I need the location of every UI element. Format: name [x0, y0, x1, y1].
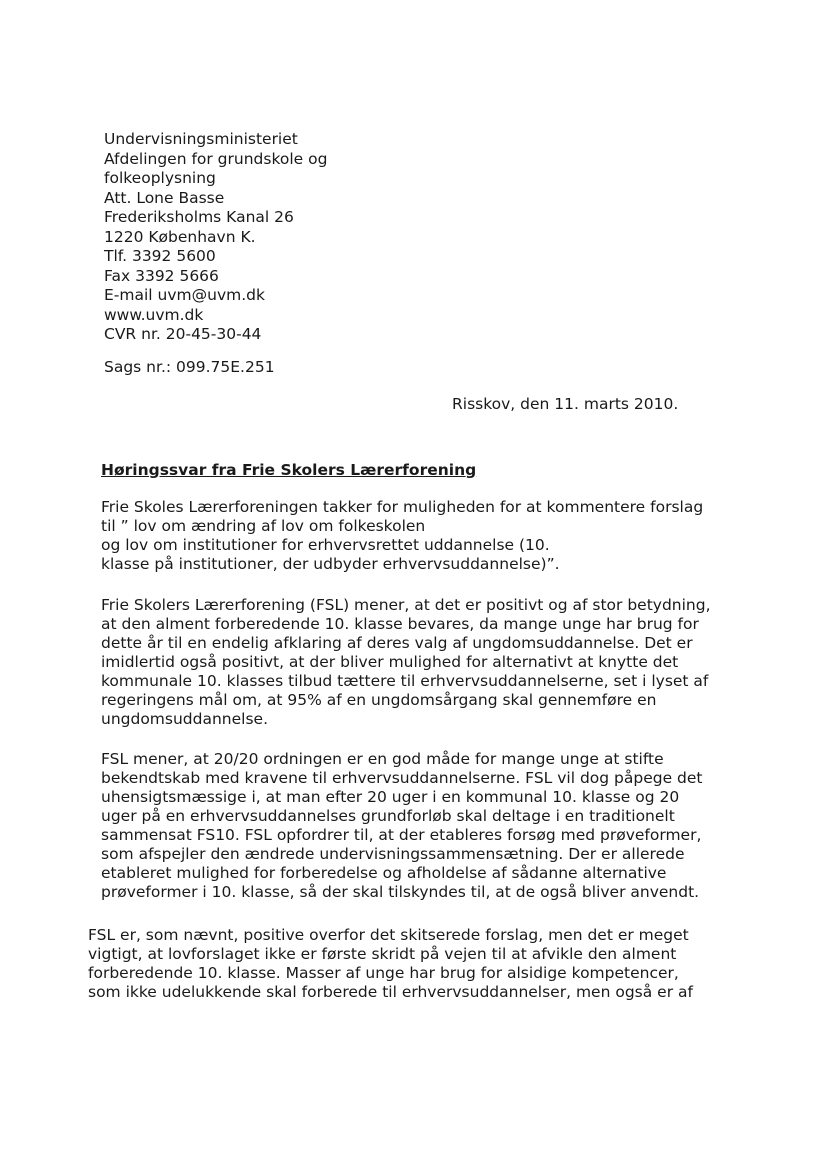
text-line: dette år til en endelig afklaring af deres valg af ungdomsuddannelse. Det er	[101, 634, 693, 652]
paragraph-position	[101, 596, 711, 729]
paragraph-2020-scheme	[101, 750, 703, 902]
address-line: E-mail uvm@uvm.dk	[104, 286, 265, 304]
address-line: Att. Lone Basse	[104, 188, 225, 207]
text-line: regeringens mål om, at 95% af en ungdomsårgang skal gennemføre en	[101, 691, 657, 709]
paragraph-intro	[101, 498, 703, 574]
text-line: sammensat FS10. FSL opfordrer til, at der etableres forsøg med prøveformer,	[101, 826, 702, 844]
text-line: vigtigt, at lovforslaget ikke er første skridt på vejen til at afvikle den alment	[88, 945, 677, 963]
text-line: og lov om institutioner for erhvervsrettet uddannelse (10.	[101, 536, 550, 554]
address-line: 1220 København K.	[104, 227, 256, 246]
address-line: CVR nr. 20-45-30-44	[104, 325, 262, 343]
text-line: imidlertid også positivt, at der bliver mulighed for alternativt at knytte det	[101, 653, 679, 671]
address-line: Fax 3392 5666	[104, 266, 219, 285]
paragraph-conclusion	[88, 926, 693, 1002]
text-line: til ” lov om ændring af lov om folkeskolen	[101, 517, 426, 535]
letter-heading: Høringssvar fra Frie Skolers Lærerforening	[101, 461, 477, 479]
text-line: Frie Skoles Lærerforeningen takker for muligheden for at kommentere forslag	[101, 498, 704, 516]
text-line: forberedende 10. klasse. Masser af unge har brug for alsidige kompetencer,	[88, 964, 679, 982]
text-line: som ikke udelukkende skal forberede til erhvervsuddannelser, men også er af	[88, 983, 693, 1001]
address-line: Tlf. 3392 5600	[104, 247, 216, 265]
text-line: Frie Skolers Lærerforening (FSL) mener, at det er positivt og af stor betydning,	[101, 596, 711, 614]
text-line: klasse på institutioner, der udbyder erhvervsuddannelse)”.	[101, 555, 560, 573]
text-line: som afspejler den ændrede undervisningssammensætning. Der er allerede	[101, 845, 685, 863]
case-number: Sags nr.: 099.75E.251	[104, 358, 275, 376]
text-line: FSL er, som nævnt, positive overfor det skitserede forslag, men det er meget	[88, 926, 689, 944]
recipient-address	[104, 130, 327, 345]
text-line: kommunale 10. klasses tilbud tættere til erhvervsuddannelserne, set i lyset af	[101, 672, 709, 690]
address-line: Frederiksholms Kanal 26	[104, 208, 294, 226]
text-line: FSL mener, at 20/20 ordningen er en god måde for mange unge at stifte	[101, 750, 664, 768]
address-line: Undervisningsministeriet	[104, 130, 298, 148]
text-line: uhensigtsmæssige i, at man efter 20 uger i en kommunal 10. klasse og 20	[101, 788, 680, 806]
text-line: prøveformer i 10. klasse, så der skal tilskyndes til, at de også bliver anvendt.	[101, 883, 700, 901]
text-line: uger på en erhvervsuddannelses grundforløb skal deltage i en traditionelt	[101, 807, 675, 825]
letter-date: Risskov, den 11. marts 2010.	[452, 395, 679, 413]
text-line: etableret mulighed for forberedelse og afholdelse af sådanne alternative	[101, 864, 667, 882]
text-line: at den alment forberedende 10. klasse bevares, da mange unge har brug for	[101, 615, 699, 633]
address-line: folkeoplysning	[104, 169, 216, 187]
text-line: ungdomsuddannelse.	[101, 710, 269, 728]
text-line: bekendtskab med kravene til erhvervsuddannelserne. FSL vil dog påpege det	[101, 769, 703, 787]
address-line: Afdelingen for grundskole og	[104, 149, 328, 168]
address-line: www.uvm.dk	[104, 305, 204, 324]
